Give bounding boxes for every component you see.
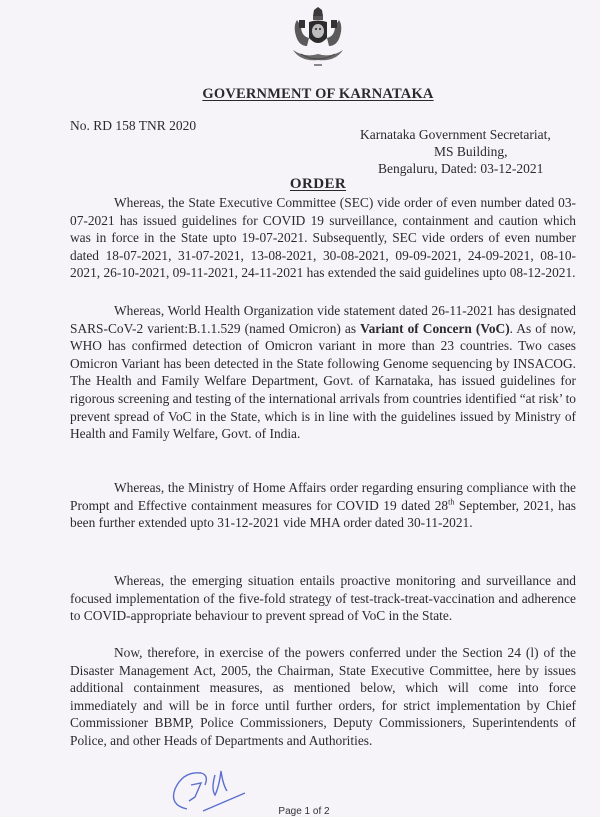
variant-of-concern-bold: Variant of Concern (VoC) [360,320,510,336]
state-emblem-icon [287,6,349,70]
reference-number: No. RD 158 TNR 2020 [70,118,197,133]
paragraph-text: . As of now, WHO has confirmed detection of Omicron variant in more than 23 countries. Two cases Omicron Variant has been detected in the State following Genome sequencing by INSACOG. The Health and Family Welfare Department, Govt. of Karnataka, has issued guidelines for rigorous screening and testing of the international arrivals from countries identified “at risk’ to prevent spread of VoC in the State, which is in line with the guidelines issued by Ministry of Health and Family Welfare, Govt. of India. [70,320,576,442]
page-number: Page 1 of 2 [278,806,330,817]
address-line-1: Karnataka Government Secretariat, [360,127,551,142]
paragraph-text: Whereas, the Ministry of Home Affairs order regarding ensuring compliance with the Prompt and Effective containment measures for COVID 19 dated 28 [70,480,576,513]
order-heading [0,176,600,193]
address-line-2: MS Building, [434,144,508,159]
government-title [0,86,600,103]
paragraph-emerging-situation: Whereas, the emerging situation entails proactive monitoring and surveillance and focused implementation of the five-fold strategy of test-track-treat-vaccination and adherence to COVID-appropriate behaviour to prevent spread of VoC in the State. [70,573,576,624]
paragraph-text: September, 2021, has been further extended upto 31-12-2021 vide MHA order dated 30-11-2021. [70,497,576,531]
page-footer [0,806,600,817]
order-heading-text: ORDER [289,176,347,192]
address-line-3-date: Bengaluru, Dated: 03-12-2021 [378,161,544,176]
paragraph-who-omicron [70,302,576,443]
paragraph-mha-order [70,479,576,532]
ordinal-suffix: th [448,497,455,507]
paragraph-now-therefore: Now, therefore, in exercise of the powers conferred under the Section 24 (l) of the Disaster Management Act, 2005, the Chairman, State Executive Committee, here by issues additional containment measures, as mentioned below, which will come into force immediately and will be in force until further orders, for strict implementation by Chief Commissioner BBMP, Police Commissioners, Deputy Commissioners, Superintendents of Police, and other Heads of Departments and Authorities. [70,645,576,748]
office-address [360,126,551,177]
government-title-text: GOVERNMENT OF KARNATAKA [202,86,434,102]
paragraph-text: Whereas, World Health Organization vide statement dated 26-11-2021 has designated SARS-CoV-2 varient:B.1.1.529 (named Omicron) as [70,303,576,336]
paragraph-sec-guidelines: Whereas, the State Executive Committee (SEC) vide order of even number dated 03-07-2021 has issued guidelines for COVID 19 surveillance, containment and caution which was in force in the State upto 19-07-2021. Subsequently, SEC vide orders of even number dated 18-07-2021, 31-07-2021, 13-08-2021, 30-08-2021, 09-09-2021, 24-09-2021, 08-10-2021, 26-10-2021, 09-11-2021, 24-11-2021 has extended the said guidelines upto 08-12-2021. [70,195,576,281]
